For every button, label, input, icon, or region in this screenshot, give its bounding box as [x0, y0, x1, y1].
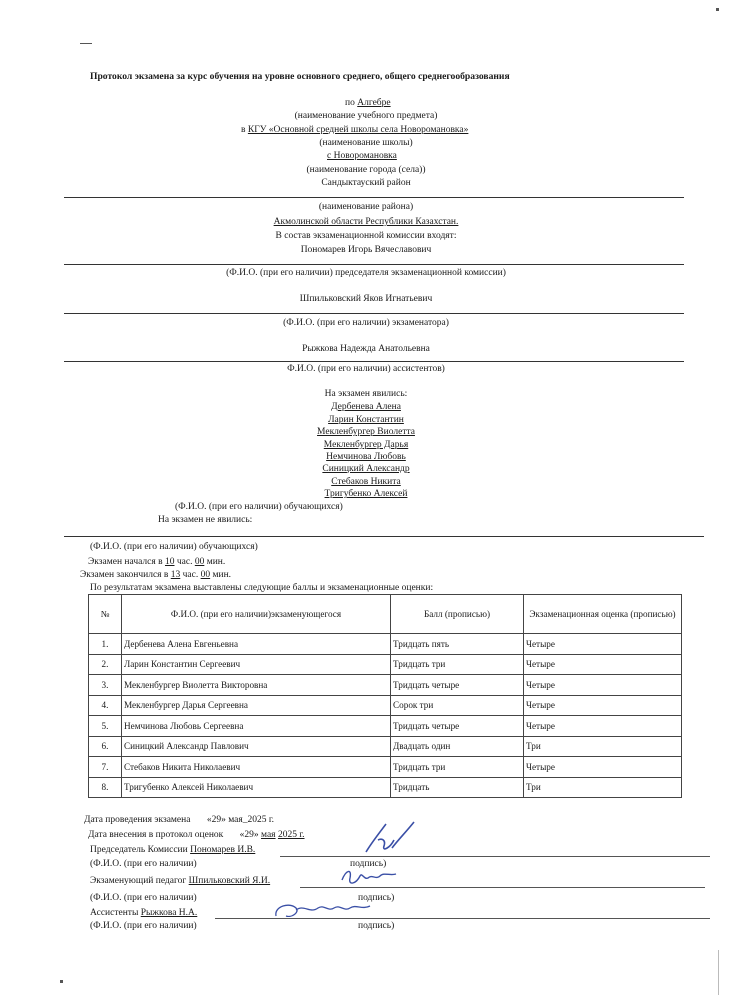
table-row	[89, 675, 682, 696]
region-value: Акмолинской области Республики Казахстан.	[273, 217, 459, 227]
examiner-note: (Ф.И.О. (при его наличии) экзаменатора)	[283, 318, 449, 328]
teacher-fio-note: (Ф.И.О. (при его наличии)	[90, 893, 197, 903]
exam-date-value: «29» мая_2025 г.	[206, 815, 275, 825]
exam-end-minute: 00	[200, 570, 211, 580]
exam-date-label: Дата проведения экзамена	[84, 815, 191, 825]
entry-date-label: Дата внесения в протокол оценок	[88, 830, 224, 840]
subject-value: Алгебре	[357, 98, 391, 108]
cell-score: Тридцать четыре	[391, 716, 524, 737]
cell-name: Немчинова Любовь Сергеевна	[122, 716, 391, 737]
present-note: (Ф.И.О. (при его наличии) обучающихся)	[175, 502, 343, 512]
school-value: КГУ «Основной средней школы села Новоромановка»	[247, 125, 469, 135]
results-intro: По результатам экзамена выставлены следующие баллы и экзаменационные оценки:	[90, 583, 434, 593]
assist-sign-note: подпись)	[358, 921, 395, 931]
chair-sign-line	[90, 845, 255, 855]
teacher-sign-name: Шпильковский Я.И.	[188, 876, 271, 886]
assist-sign-name: Рыжкова Н.А.	[140, 908, 198, 918]
exam-start-minute: 00	[194, 557, 205, 567]
cell-score: Тридцать три	[391, 757, 524, 778]
cell-score: Тридцать четыре	[391, 675, 524, 696]
chair-signature	[362, 818, 422, 858]
teacher-signature	[338, 862, 408, 892]
divider-rule	[64, 197, 684, 198]
chair-fio-note: (Ф.И.О. (при его наличии)	[90, 859, 197, 869]
cell-score: Тридцать пять	[391, 634, 524, 655]
exam-end-hour-unit: час.	[182, 570, 199, 580]
present-student: Стебаков Никита	[331, 477, 401, 487]
col-header-number: №	[89, 595, 122, 634]
cell-number: 7.	[89, 757, 122, 778]
cell-score: Двадцать один	[391, 736, 524, 757]
exam-end-prefix: Экзамен закончился в	[80, 570, 169, 580]
school-note: (наименование школы)	[319, 138, 413, 148]
cell-score: Тридцать	[391, 777, 524, 798]
cell-number: 5.	[89, 716, 122, 737]
entry-date-day: «29»	[239, 830, 259, 840]
entry-date-year: 2025 г.	[277, 830, 305, 840]
chairman-note: (Ф.И.О. (при его наличии) председателя экзаменационной комиссии)	[226, 268, 506, 278]
assist-fio-note: (Ф.И.О. (при его наличии)	[90, 921, 197, 931]
school-line	[241, 125, 468, 135]
district-value: Сандыктауский район	[321, 178, 411, 188]
teacher-sign-note: подпись)	[358, 893, 395, 903]
cell-number: 8.	[89, 777, 122, 798]
signature-line	[280, 856, 710, 857]
district-note: (наименование района)	[318, 202, 414, 212]
cell-score: Тридцать три	[391, 654, 524, 675]
scan-speck	[718, 950, 719, 995]
cell-grade: Четыре	[524, 634, 682, 655]
present-student: Мекленбургер Виолетта	[317, 427, 415, 437]
exam-date-line	[84, 815, 274, 825]
results-table	[88, 594, 682, 798]
cell-number: 3.	[89, 675, 122, 696]
cell-grade: Четыре	[524, 716, 682, 737]
present-student: Дербенева Алена	[331, 402, 401, 412]
assistant-name: Рыжкова Надежда Анатольевна	[302, 344, 430, 354]
scan-speck	[60, 980, 63, 983]
present-student: Синицкий Александр	[322, 464, 410, 474]
entry-date-line	[88, 830, 305, 840]
present-student: Немчинова Любовь	[326, 452, 406, 462]
cell-grade: Три	[524, 736, 682, 757]
table-row	[89, 736, 682, 757]
chair-sign-name: Пономарев И.В.	[190, 845, 256, 855]
village-value: с Новоромановка	[327, 151, 397, 161]
school-prefix: в	[241, 125, 246, 135]
table-row	[89, 777, 682, 798]
present-student: Ларин Константин	[328, 415, 404, 425]
assist-sign-line	[90, 908, 197, 918]
cell-grade: Четыре	[524, 654, 682, 675]
col-header-name: Ф.И.О. (при его наличии)экзаменующегося	[122, 595, 391, 634]
village-note: (наименование города (села))	[306, 165, 426, 175]
cell-score: Сорок три	[391, 695, 524, 716]
cell-number: 1.	[89, 634, 122, 655]
exam-end-line	[80, 570, 231, 580]
exam-start-hour-unit: час.	[176, 557, 193, 567]
exam-end-hour: 13	[170, 570, 181, 580]
chairman-name: Пономарев Игорь Вячеславович	[300, 245, 432, 255]
absent-note: (Ф.И.О. (при его наличии) обучающихся)	[90, 542, 258, 552]
teacher-sign-line	[90, 876, 270, 886]
exam-end-minute-unit: мин.	[212, 570, 232, 580]
exam-start-line	[88, 557, 225, 567]
exam-start-hour: 10	[164, 557, 175, 567]
table-row	[89, 757, 682, 778]
col-header-grade: Экзаменационная оценка (прописью)	[524, 595, 682, 634]
table-header-row	[89, 595, 682, 634]
cell-number: 6.	[89, 736, 122, 757]
cell-name: Ларин Константин Сергеевич	[122, 654, 391, 675]
subject-line	[345, 98, 391, 108]
divider-rule	[64, 536, 704, 537]
examiner-name: Шпильковский Яков Игнатьевич	[299, 294, 433, 304]
col-header-score: Балл (прописью)	[391, 595, 524, 634]
divider-rule	[64, 313, 684, 314]
cell-grade: Четыре	[524, 675, 682, 696]
present-heading: На экзамен явились:	[324, 389, 408, 399]
cell-name: Синицкий Александр Павлович	[122, 736, 391, 757]
chair-label: Председатель Комиссии	[90, 845, 188, 855]
cell-grade: Три	[524, 777, 682, 798]
table-row	[89, 716, 682, 737]
assist-label: Ассистенты	[90, 908, 139, 918]
table-row	[89, 695, 682, 716]
cell-name: Мекленбургер Дарья Сергеевна	[122, 695, 391, 716]
divider-rule	[64, 264, 684, 265]
present-student: Мекленбургер Дарья	[323, 440, 409, 450]
present-student: Тригубенко Алексей	[324, 489, 408, 499]
cell-grade: Четыре	[524, 695, 682, 716]
commission-intro: В состав экзаменационной комиссии входят:	[275, 231, 457, 241]
exam-start-prefix: Экзамен начался в	[88, 557, 163, 567]
subject-prefix: по	[345, 98, 355, 108]
chair-sign-note: подпись)	[350, 859, 387, 869]
scan-speck	[80, 43, 92, 44]
divider-rule	[64, 361, 684, 362]
cell-number: 4.	[89, 695, 122, 716]
table-row	[89, 634, 682, 655]
absent-heading: На экзамен не явились:	[158, 515, 253, 525]
entry-date-month: мая	[261, 830, 276, 840]
scan-speck	[716, 8, 719, 11]
cell-name: Дербенева Алена Евгеньевна	[122, 634, 391, 655]
exam-start-minute-unit: мин.	[206, 557, 226, 567]
cell-grade: Четыре	[524, 757, 682, 778]
assistant-note: Ф.И.О. (при его наличии) ассистентов)	[287, 364, 445, 374]
table-row	[89, 654, 682, 675]
cell-name: Мекленбургер Виолетта Викторовна	[122, 675, 391, 696]
page-title: Протокол экзамена за курс обучения на уровне основного среднего, общего среднегообразования	[90, 71, 510, 82]
subject-note: (наименование учебного предмета)	[294, 111, 438, 121]
cell-name: Тригубенко Алексей Николаевич	[122, 777, 391, 798]
cell-name: Стебаков Никита Николаевич	[122, 757, 391, 778]
teacher-label: Экзаменующий педагог	[90, 876, 187, 886]
cell-number: 2.	[89, 654, 122, 675]
